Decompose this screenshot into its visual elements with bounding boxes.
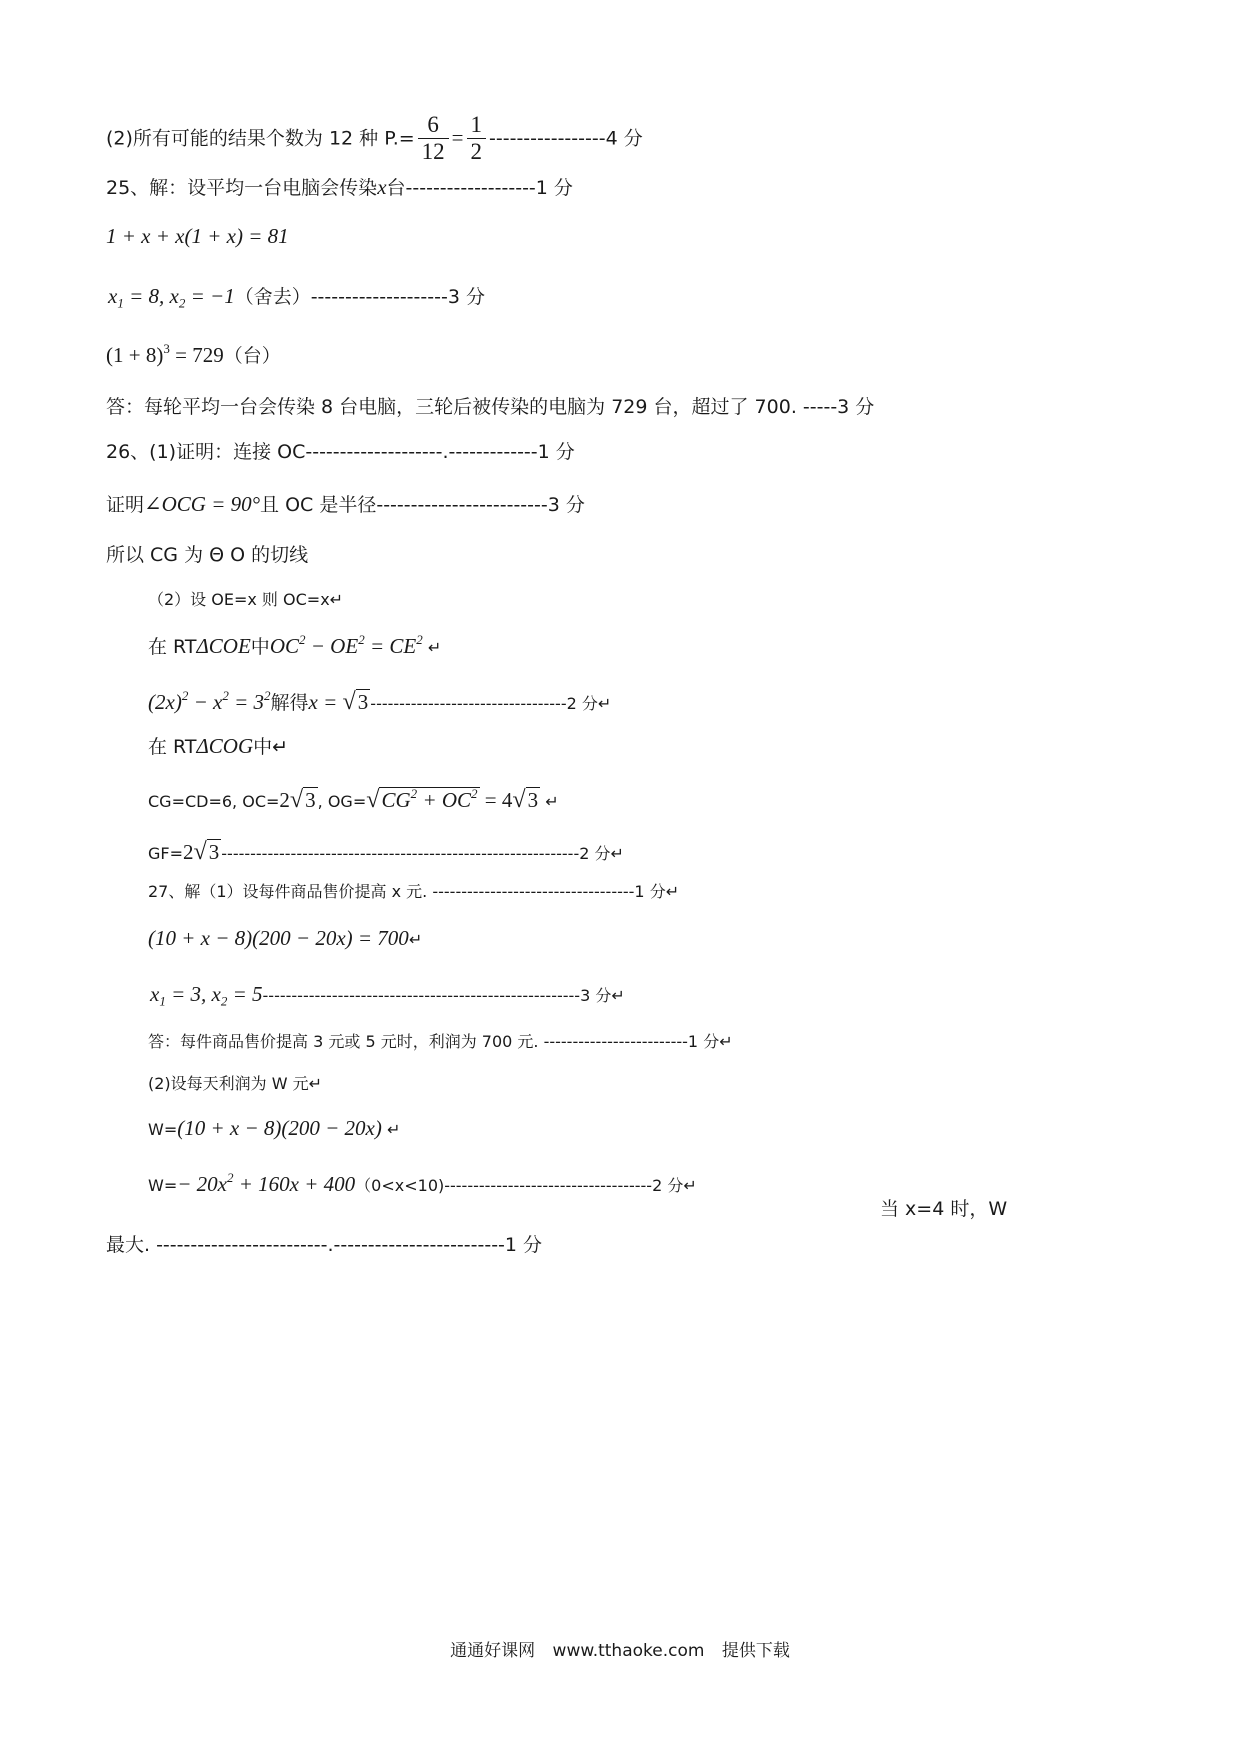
value: = 729 (169, 343, 224, 367)
equals: = (451, 125, 464, 150)
footer-url: www.tthaoke.com (552, 1641, 705, 1661)
text: 中 (250, 636, 270, 658)
page-footer (0, 1636, 1240, 1661)
expr: (1 + 8) (106, 343, 164, 367)
sup: 2 (226, 1169, 234, 1185)
sub: 2 (220, 993, 228, 1009)
expr: CG (381, 788, 411, 812)
sub: 1 (159, 993, 166, 1009)
var: = 8, x (123, 284, 179, 308)
text: ↵ (408, 930, 423, 949)
text: 26、(1)证明：连接 OC--------------------.-------------1 分 (106, 441, 575, 463)
expr: OC (269, 634, 299, 658)
triangle: ΔCOE (196, 634, 251, 658)
text: 证明 (106, 494, 145, 516)
sub: 1 (117, 295, 124, 311)
denominator: 2 (470, 139, 483, 165)
dashes-score: --------------------------------------------------------------2 分↵ (221, 844, 624, 863)
equation-text: (10 + x − 8)(200 − 20x) = 700 (148, 926, 409, 950)
expr: − x (188, 690, 223, 714)
math (177, 1169, 356, 1196)
answer-26-heading (106, 441, 575, 464)
w-expression (148, 1116, 400, 1141)
pythagoras-coe (148, 631, 442, 659)
sqrt: √3 (193, 838, 220, 865)
math (148, 687, 271, 714)
var: x (150, 982, 160, 1006)
part2-setup (148, 590, 343, 609)
math (108, 284, 235, 311)
math: ∠OCG = 90° (144, 492, 261, 516)
expr: (2x) (148, 690, 182, 714)
var: x (108, 284, 118, 308)
text: (2)设每天利润为 W 元↵ (148, 1074, 323, 1093)
answer-27-conclusion (148, 1032, 733, 1051)
dashes-score: ----------------------------------2 分↵ (370, 694, 612, 713)
value: = 5 (227, 982, 263, 1006)
dashes-score: -----------------4 分 (489, 127, 643, 150)
w-quadratic (148, 1169, 697, 1197)
radicand: 3 (527, 788, 539, 812)
text: 在 RT (148, 736, 197, 758)
sup: 2 (358, 631, 365, 647)
max-condition (880, 1198, 1007, 1221)
solve-x (148, 688, 611, 717)
text: 最大. -------------------------.-------------------------1 分 (106, 1234, 543, 1256)
text: 台-------------------1 分 (386, 177, 573, 199)
text: CG=CD=6, OC= (148, 792, 280, 811)
expr: = 3 (228, 690, 265, 714)
var: = 3, x (165, 982, 221, 1006)
gf-value (148, 838, 624, 867)
proof-angle (106, 492, 585, 517)
sup: 3 (163, 340, 170, 356)
expr: + 160x + 400 (233, 1172, 356, 1196)
text: 解得 (270, 692, 309, 714)
math (150, 982, 263, 1009)
total-count (106, 340, 281, 368)
part2-profit-setup (148, 1074, 322, 1093)
text: W= (148, 1176, 178, 1195)
sup: 2 (222, 687, 229, 703)
text: W= (148, 1120, 178, 1139)
radicand: 3 (357, 690, 369, 714)
math: (10 + x − 8)(200 − 20x) (177, 1116, 382, 1140)
coef: 2 (279, 788, 290, 812)
sqrt: $√CG^2 + OC^2$ (366, 785, 478, 813)
denominator: 12 (421, 139, 445, 165)
text: 25、解：设平均一台电脑会传染 (106, 177, 378, 199)
text: （舍去）--------------------3 分 (234, 286, 485, 308)
sqrt: √3 (342, 688, 369, 715)
text: （2）设 OE=x 则 OC=x↵ (148, 590, 344, 609)
fraction (467, 112, 487, 166)
sub: 2 (178, 295, 186, 311)
text: 当 x=4 时，W (880, 1198, 1008, 1220)
text: 在 RT (148, 636, 197, 658)
text: 且 OC 是半径-------------------------3 分 (260, 494, 585, 516)
answer-24-part2 (106, 112, 643, 166)
answer-25-conclusion (106, 396, 874, 419)
triangle: ΔCOG (196, 734, 254, 758)
radicand (379, 787, 479, 812)
equation-text: 1 + x + x(1 + x) = 81 (106, 224, 289, 248)
dashes-score: -------------------------------------------------------3 分↵ (262, 986, 625, 1005)
og-calculation (148, 786, 559, 815)
text: 中↵ (253, 736, 289, 758)
radicand: 3 (305, 788, 316, 812)
expr: − OE (305, 634, 359, 658)
sup: 2 (299, 631, 306, 647)
answer-27-heading (148, 882, 679, 901)
proof-conclusion (106, 544, 308, 567)
sup: 2 (264, 687, 271, 703)
variable: x (377, 175, 387, 199)
profit-equation (148, 926, 422, 951)
expr: − 20x (177, 1172, 227, 1196)
sup: 2 (181, 687, 189, 703)
sqrt: √3 (289, 786, 316, 813)
text: ↵ (540, 792, 559, 811)
math (106, 340, 224, 367)
text: ↵ (381, 1120, 401, 1139)
sup: 2 (416, 631, 423, 647)
fraction (418, 112, 449, 166)
text: GF= (148, 844, 184, 863)
text: 答：每件商品售价提高 3 元或 5 元时，利润为 700 元. -------------------------1 分↵ (148, 1032, 733, 1051)
equation (106, 224, 289, 249)
sqrt: √3 (512, 786, 539, 813)
expr: = CE (364, 634, 417, 658)
max-conclusion (106, 1234, 542, 1257)
dashes-score: （0<x<10)------------------------------------2 分↵ (355, 1176, 697, 1195)
math (269, 631, 423, 658)
solution-roots (108, 284, 485, 309)
sup: 2 (410, 785, 418, 801)
text: 答：每轮平均一台会传染 8 台电脑，三轮后被传染的电脑为 729 台，超过了 700. -----3 分 (106, 396, 875, 418)
sup: 2 (471, 785, 478, 801)
numerator: 1 (467, 112, 487, 139)
text: , OG= (317, 792, 367, 811)
expr: x = (308, 690, 343, 714)
text: （台） (223, 345, 281, 367)
text: (2)所有可能的结果个数为 12 种 P.= (106, 127, 415, 150)
coef: 2 (183, 840, 194, 864)
text: 27、解（1）设每件商品售价提高 x 元. -----------------------------------1 分↵ (148, 882, 680, 901)
value: = −1 (185, 284, 235, 308)
text: 所以 CG 为 Θ O 的切线 (106, 544, 309, 566)
expr: = 4 (479, 788, 513, 812)
numerator: 6 (418, 112, 449, 139)
footer-site-name: 通通好课网 (450, 1641, 536, 1661)
triangle-cog (148, 734, 288, 759)
radicand: 3 (208, 840, 220, 864)
answer-25-heading (106, 175, 573, 200)
footer-suffix: 提供下载 (721, 1641, 790, 1661)
profit-roots (150, 982, 625, 1007)
expr: + OC (417, 788, 472, 812)
text: ↵ (422, 638, 442, 657)
